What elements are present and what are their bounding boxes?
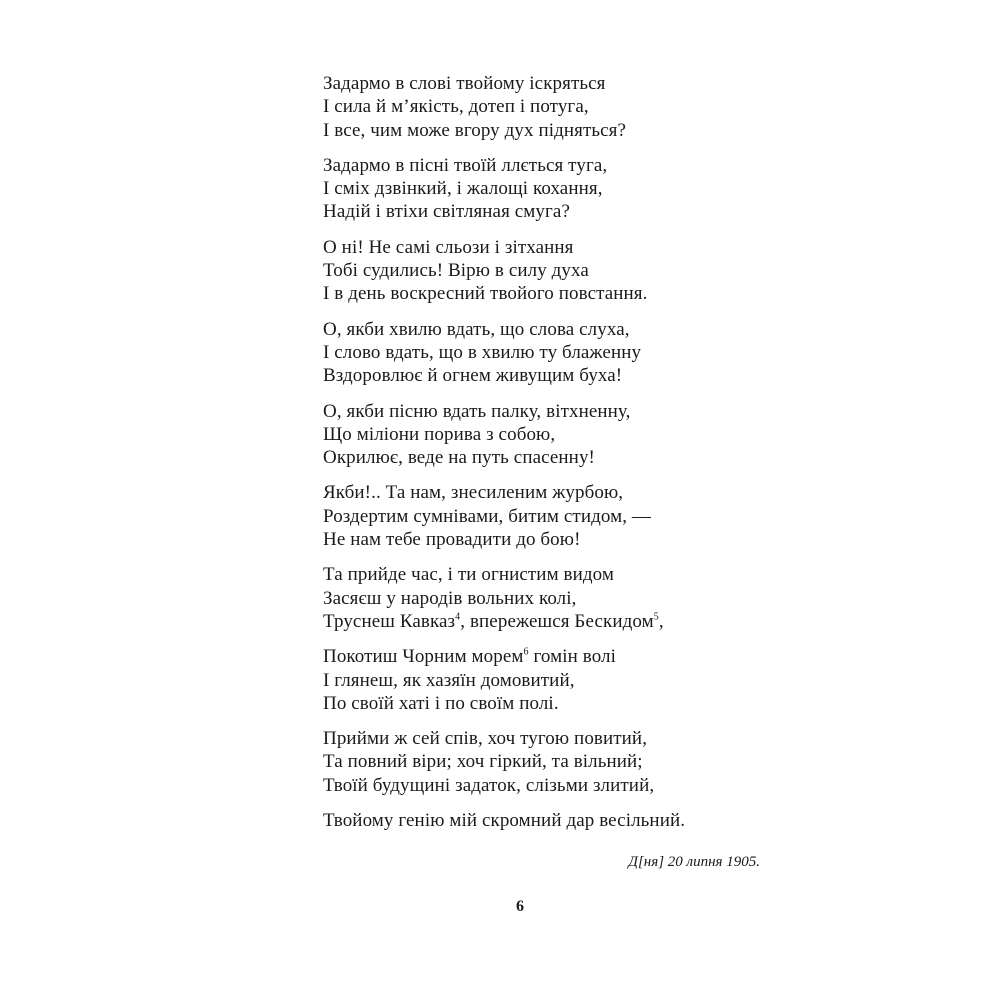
poem-line: Якби!.. Та нам, знесиленим журбою, [323,482,624,504]
poem-line: Та повний віри; хоч гіркий, та вільний; [323,751,643,773]
line-text: Труснеш Кавказ [323,610,456,632]
poem-line: По своїй хаті і по своїм полі. [323,692,559,714]
footnote-marker: 6 [523,646,529,658]
poem-line-with-footnotes [323,645,783,668]
stanza-3 [323,236,783,306]
poem-line: Що міліони порива з собою, [323,423,556,445]
poem-line: І глянеш, як хазяїн домовитий, [323,669,575,691]
stanza-6 [323,481,783,551]
line-text: гомін волі [528,646,617,668]
footnote-marker: 4 [455,611,461,623]
poem-line: Та прийде час, і ти огнистим видом [323,564,615,586]
stanza-10 [323,809,783,832]
date-signature: Д[ня] 20 липня 1905. [628,854,760,870]
poem-line: І все, чим може вгору дух підняться? [323,119,627,141]
poem-line: Засяєш у народів вольних колі, [323,587,577,609]
poem-line: Окрилює, веде на путь спасенну! [323,447,595,469]
stanza-9 [323,727,783,797]
poem-line: Вздоровлює й огнем живущим буха! [323,365,623,387]
poem-line: Задармо в пісні твоїй ллється туга, [323,154,608,176]
poem-line: О ні! Не самі сльози і зітхання [323,236,574,258]
poem [323,72,783,844]
poem-line: О, якби хвилю вдать, що слова слуха, [323,318,630,340]
stanza-4 [323,318,783,388]
poem-line: Задармо в слові твойому іскряться [323,73,606,94]
footnote-marker: 5 [653,611,659,623]
poem-line: Не нам тебе провадити до бою! [323,529,581,551]
page-number: 6 [516,898,524,915]
stanza-8 [323,645,783,715]
stanza-1 [323,72,783,142]
poem-line: І сила й м’якість, дотеп і потуга, [323,96,589,118]
poem-line: Твойому генію мій скромний дар весільний. [323,810,686,832]
poem-line-with-footnotes [323,610,783,633]
poem-line: І в день воскресний твойого повстання. [323,283,648,305]
poem-line: І сміх дзвінкий, і жалощі кохання, [323,178,603,200]
poem-line: Прийми ж сей спів, хоч тугою повитий, [323,728,648,750]
poem-line: О, якби пісню вдать палку, вітхненну, [323,400,631,422]
stanza-7 [323,563,783,633]
poem-line: Тобі судились! Вірю в силу духа [323,260,589,282]
stanza-2 [323,154,783,224]
line-text: , [658,610,664,632]
line-text: , впережешся Бескидом [460,610,654,632]
poem-line: Твоїй будущині задаток, слізьми злитий, [323,774,655,796]
poem-line: Надій і втіхи світляная смуга? [323,201,570,223]
stanza-5 [323,400,783,470]
line-text: Покотиш Чорним морем [323,646,524,668]
poem-line: Роздертим сумнівами, битим стидом, — [323,505,652,527]
poem-line: І слово вдать, що в хвилю ту блаженну [323,341,642,363]
